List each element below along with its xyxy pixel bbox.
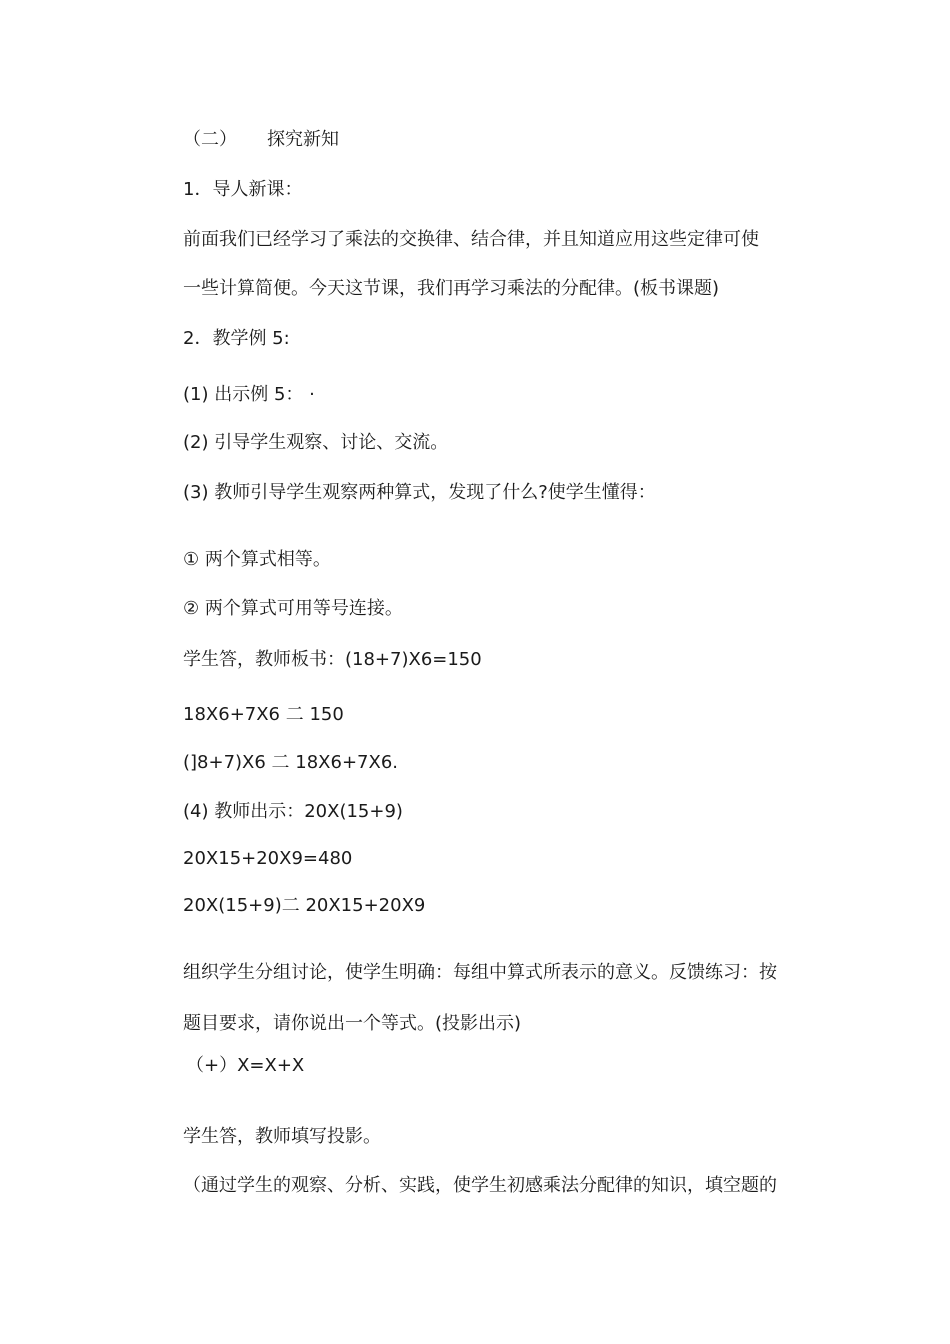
step-2-heading: 2．教学例 5: xyxy=(183,328,290,349)
paragraph-2-line-1: 组织学生分组讨论，使学生明确：每组中算式所表示的意义。反馈练习：按 xyxy=(183,962,777,983)
exercise-line: （+）X=X+X xyxy=(186,1055,305,1076)
circled-point-2: ② 两个算式可用等号连接。 xyxy=(183,598,403,619)
student-answer-projection: 学生答，教师填写投影。 xyxy=(183,1126,381,1147)
item-4: (4) 教师出示：20X(15+9) xyxy=(183,801,403,822)
circled-point-1: ① 两个算式相等。 xyxy=(183,549,331,570)
paragraph-2-line-2: 题目要求，请你说出一个等式。(投影出示) xyxy=(183,1013,522,1034)
equation-3: 20X15+20X9=480 xyxy=(183,848,353,869)
item-3: (3) 教师引导学生观察两种算式，发现了什么?使学生懂得： xyxy=(183,482,656,503)
item-2: (2) 引导学生观察、讨论、交流。 xyxy=(183,432,449,453)
paragraph-1-line-2: 一些计算简便。今天这节课，我们再学习乘法的分配律。(板书课题) xyxy=(183,278,720,299)
equation-4: 20X(15+9)二 20X15+20X9 xyxy=(183,895,426,916)
section-title: 探究新知 xyxy=(267,129,339,150)
equation-2: (]8+7)X6 二 18X6+7X6. xyxy=(183,752,399,773)
section-heading xyxy=(183,128,339,152)
item-1: (1) 出示例 5： · xyxy=(183,384,315,405)
paragraph-1-line-1: 前面我们已经学习了乘法的交换律、结合律，并且知道应用这些定律可使 xyxy=(183,229,759,250)
equation-1: 18X6+7X6 二 150 xyxy=(183,704,344,725)
student-answer-board: 学生答，教师板书：(18+7)X6=150 xyxy=(183,649,482,670)
section-number: （二） xyxy=(183,129,237,150)
paragraph-3-line-1: （通过学生的观察、分析、实践，使学生初感乘法分配律的知识，填空题的 xyxy=(183,1175,777,1196)
step-1-heading: 1．导人新课： xyxy=(183,179,303,200)
